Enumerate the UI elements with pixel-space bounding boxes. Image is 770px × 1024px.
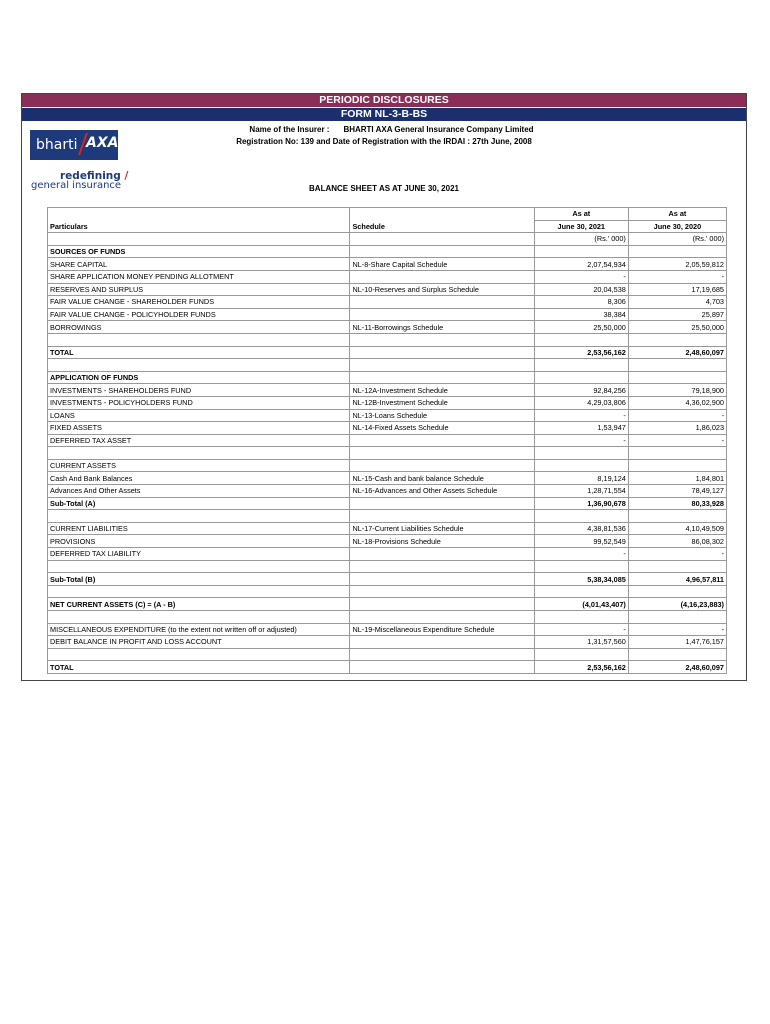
schedule-cell [350, 371, 534, 384]
schedule-cell [350, 548, 534, 561]
current-value-cell [534, 611, 628, 624]
registration-line: Registration No: 139 and Date of Registration with the IRDAI : 27th June, 2008 [236, 137, 532, 146]
previous-value-cell: 1,86,023 [628, 422, 726, 435]
table-row [48, 585, 727, 598]
current-value-cell: 2,53,56,162 [534, 346, 628, 359]
previous-value-cell [628, 371, 726, 384]
current-value-cell: (4,01,43,407) [534, 598, 628, 611]
header-row-3 [48, 233, 727, 246]
previous-value-cell [628, 510, 726, 523]
current-value-cell: 8,306 [534, 296, 628, 309]
logo-brand-axa: AXA [86, 135, 119, 151]
blank-cell [48, 233, 350, 246]
current-value-cell [534, 459, 628, 472]
current-value-cell: 2,53,56,162 [534, 661, 628, 674]
particulars-cell: RESERVES AND SURPLUS [48, 283, 350, 296]
schedule-cell [350, 359, 534, 372]
previous-value-cell: 17,19,685 [628, 283, 726, 296]
particulars-cell: CURRENT ASSETS [48, 459, 350, 472]
previous-value-cell [628, 585, 726, 598]
current-value-cell: 1,31,57,560 [534, 636, 628, 649]
previous-value-cell: - [628, 623, 726, 636]
particulars-cell: BORROWINGS [48, 321, 350, 334]
schedule-cell [350, 636, 534, 649]
previous-value-cell: 79,18,900 [628, 384, 726, 397]
current-value-cell [534, 245, 628, 258]
schedule-cell [350, 497, 534, 510]
current-value-cell: - [534, 409, 628, 422]
current-value-cell [534, 371, 628, 384]
insurer-label: Name of the Insurer : [249, 125, 330, 134]
previous-value-cell [628, 648, 726, 661]
current-value-cell: - [534, 270, 628, 283]
particulars-cell: NET CURRENT ASSETS (C) = (A - B) [48, 598, 350, 611]
particulars-cell: CURRENT LIABILITIES [48, 522, 350, 535]
previous-value-cell: - [628, 434, 726, 447]
table-row [48, 371, 727, 384]
table-row [48, 409, 727, 422]
previous-value-cell: 1,84,801 [628, 472, 726, 485]
particulars-cell [48, 333, 350, 346]
particulars-cell [48, 447, 350, 460]
table-row [48, 359, 727, 372]
particulars-cell: APPLICATION OF FUNDS [48, 371, 350, 384]
current-value-cell [534, 585, 628, 598]
previous-value-cell: 86,08,302 [628, 535, 726, 548]
schedule-cell: NL-12B-Investment Schedule [350, 396, 534, 409]
table-row [48, 459, 727, 472]
header-row-1 [48, 208, 727, 221]
col-current-unit: (Rs.' 000) [534, 233, 628, 246]
particulars-cell: LOANS [48, 409, 350, 422]
table-row [48, 270, 727, 283]
logo-tagline-2: general insurance [31, 180, 122, 191]
schedule-cell [350, 510, 534, 523]
schedule-cell: NL-15-Cash and bank balance Schedule [350, 472, 534, 485]
previous-value-cell: - [628, 270, 726, 283]
schedule-cell: NL-16-Advances and Other Assets Schedule [350, 485, 534, 498]
schedule-cell [350, 434, 534, 447]
particulars-cell: FAIR VALUE CHANGE - POLICYHOLDER FUNDS [48, 308, 350, 321]
schedule-cell [350, 333, 534, 346]
current-value-cell [534, 359, 628, 372]
previous-value-cell: 4,703 [628, 296, 726, 309]
table-row [48, 573, 727, 586]
schedule-cell [350, 270, 534, 283]
table-row [48, 611, 727, 624]
table-row [48, 522, 727, 535]
table-row [48, 396, 727, 409]
previous-value-cell: 78,49,127 [628, 485, 726, 498]
form-title-band: FORM NL-3-B-BS [22, 108, 746, 121]
particulars-cell: FAIR VALUE CHANGE - SHAREHOLDER FUNDS [48, 296, 350, 309]
schedule-cell: NL-18-Provisions Schedule [350, 535, 534, 548]
particulars-cell: PROVISIONS [48, 535, 350, 548]
previous-value-cell [628, 245, 726, 258]
insurer-line [22, 124, 746, 136]
previous-value-cell: (4,16,23,883) [628, 598, 726, 611]
table-row [48, 636, 727, 649]
particulars-cell [48, 510, 350, 523]
particulars-cell: TOTAL [48, 661, 350, 674]
previous-value-cell: 25,50,000 [628, 321, 726, 334]
table-row [48, 296, 727, 309]
particulars-cell: SHARE APPLICATION MONEY PENDING ALLOTMENT [48, 270, 350, 283]
particulars-cell: MISCELLANEOUS EXPENDITURE (to the extent not written off or adjusted) [48, 623, 350, 636]
schedule-cell [350, 459, 534, 472]
particulars-cell: Sub-Total (B) [48, 573, 350, 586]
table-row [48, 321, 727, 334]
table-row [48, 384, 727, 397]
previous-value-cell: 2,48,60,097 [628, 661, 726, 674]
current-value-cell: 99,52,549 [534, 535, 628, 548]
current-value-cell: 2,07,54,934 [534, 258, 628, 271]
previous-value-cell [628, 359, 726, 372]
current-value-cell: 4,38,81,536 [534, 522, 628, 535]
balance-sheet-title: BALANCE SHEET AS AT JUNE 30, 2021 [309, 184, 459, 193]
schedule-cell: NL-10-Reserves and Surplus Schedule [350, 283, 534, 296]
table-row [48, 648, 727, 661]
current-value-cell: 5,38,34,085 [534, 573, 628, 586]
schedule-cell: NL-19-Miscellaneous Expenditure Schedule [350, 623, 534, 636]
previous-value-cell: 2,48,60,097 [628, 346, 726, 359]
previous-value-cell: - [628, 548, 726, 561]
current-value-cell: 4,29,03,806 [534, 396, 628, 409]
schedule-cell [350, 611, 534, 624]
previous-value-cell: 4,96,57,811 [628, 573, 726, 586]
insurer-name: BHARTI AXA General Insurance Company Limited [343, 125, 534, 134]
particulars-cell [48, 359, 350, 372]
table-row [48, 598, 727, 611]
particulars-cell: INVESTMENTS - SHAREHOLDERS FUND [48, 384, 350, 397]
current-value-cell: 1,53,947 [534, 422, 628, 435]
table-row [48, 623, 727, 636]
schedule-cell [350, 447, 534, 460]
col-previous-as-at: As at [628, 208, 726, 221]
schedule-cell: NL-11-Borrowings Schedule [350, 321, 534, 334]
previous-value-cell: 1,47,76,157 [628, 636, 726, 649]
col-current-as-at: As at [534, 208, 628, 221]
schedule-cell: NL-13-Loans Schedule [350, 409, 534, 422]
particulars-cell: TOTAL [48, 346, 350, 359]
particulars-cell [48, 585, 350, 598]
previous-value-cell [628, 447, 726, 460]
col-previous-date: June 30, 2020 [628, 220, 726, 233]
schedule-cell [350, 648, 534, 661]
previous-value-cell: 80,33,928 [628, 497, 726, 510]
schedule-cell: NL-12A-Investment Schedule [350, 384, 534, 397]
schedule-cell: NL-14-Fixed Assets Schedule [350, 422, 534, 435]
schedule-cell: NL-8-Share Capital Schedule [350, 258, 534, 271]
particulars-cell: DEBIT BALANCE IN PROFIT AND LOSS ACCOUNT [48, 636, 350, 649]
table-row [48, 308, 727, 321]
periodic-disclosures-band: PERIODIC DISCLOSURES [22, 94, 746, 107]
tagline-slash: / [124, 170, 129, 182]
previous-value-cell [628, 560, 726, 573]
previous-value-cell: 4,10,49,509 [628, 522, 726, 535]
table-row [48, 434, 727, 447]
table-row [48, 346, 727, 359]
previous-value-cell [628, 333, 726, 346]
col-schedule: Schedule [350, 208, 534, 233]
particulars-cell: SOURCES OF FUNDS [48, 245, 350, 258]
schedule-cell [350, 598, 534, 611]
schedule-cell [350, 585, 534, 598]
table-row [48, 485, 727, 498]
current-value-cell [534, 510, 628, 523]
table-row [48, 548, 727, 561]
table-row [48, 472, 727, 485]
current-value-cell: 38,384 [534, 308, 628, 321]
particulars-cell: SHARE CAPITAL [48, 258, 350, 271]
table-row [48, 447, 727, 460]
particulars-cell: DEFERRED TAX ASSET [48, 434, 350, 447]
particulars-cell [48, 560, 350, 573]
table-row [48, 560, 727, 573]
particulars-cell: DEFERRED TAX LIABILITY [48, 548, 350, 561]
particulars-cell [48, 648, 350, 661]
table-row [48, 510, 727, 523]
particulars-cell: Advances And Other Assets [48, 485, 350, 498]
previous-value-cell: 4,36,02,900 [628, 396, 726, 409]
col-particulars: Particulars [48, 208, 350, 233]
previous-value-cell: - [628, 409, 726, 422]
blank-cell [350, 233, 534, 246]
current-value-cell: - [534, 548, 628, 561]
table-row [48, 422, 727, 435]
particulars-cell: FIXED ASSETS [48, 422, 350, 435]
current-value-cell: 1,28,71,554 [534, 485, 628, 498]
current-value-cell [534, 447, 628, 460]
table-row [48, 283, 727, 296]
current-value-cell: 25,50,000 [534, 321, 628, 334]
schedule-cell [350, 346, 534, 359]
table-row [48, 245, 727, 258]
schedule-cell [350, 296, 534, 309]
current-value-cell: - [534, 434, 628, 447]
schedule-cell [350, 308, 534, 321]
particulars-cell: Sub-Total (A) [48, 497, 350, 510]
tagline-redefining: redefining [60, 170, 121, 182]
current-value-cell: 20,04,538 [534, 283, 628, 296]
particulars-cell: Cash And Bank Balances [48, 472, 350, 485]
current-value-cell: 1,36,90,678 [534, 497, 628, 510]
schedule-cell [350, 245, 534, 258]
table-row [48, 661, 727, 674]
current-value-cell: - [534, 623, 628, 636]
current-value-cell [534, 333, 628, 346]
previous-value-cell: 2,05,59,812 [628, 258, 726, 271]
particulars-cell: INVESTMENTS - POLICYHOLDERS FUND [48, 396, 350, 409]
table-row [48, 497, 727, 510]
balance-sheet-table [47, 207, 727, 674]
logo-brand-bharti: bharti [36, 137, 78, 153]
table-row [48, 535, 727, 548]
schedule-cell [350, 573, 534, 586]
current-value-cell: 8,19,124 [534, 472, 628, 485]
current-value-cell: 92,84,256 [534, 384, 628, 397]
disclosure-sheet [21, 93, 747, 681]
current-value-cell [534, 560, 628, 573]
previous-value-cell [628, 611, 726, 624]
col-current-date: June 30, 2021 [534, 220, 628, 233]
previous-value-cell: 25,897 [628, 308, 726, 321]
current-value-cell [534, 648, 628, 661]
table-row [48, 333, 727, 346]
schedule-cell: NL-17-Current Liabilities Schedule [350, 522, 534, 535]
schedule-cell [350, 661, 534, 674]
previous-value-cell [628, 459, 726, 472]
schedule-cell [350, 560, 534, 573]
table-row [48, 258, 727, 271]
particulars-cell [48, 611, 350, 624]
col-previous-unit: (Rs.' 000) [628, 233, 726, 246]
